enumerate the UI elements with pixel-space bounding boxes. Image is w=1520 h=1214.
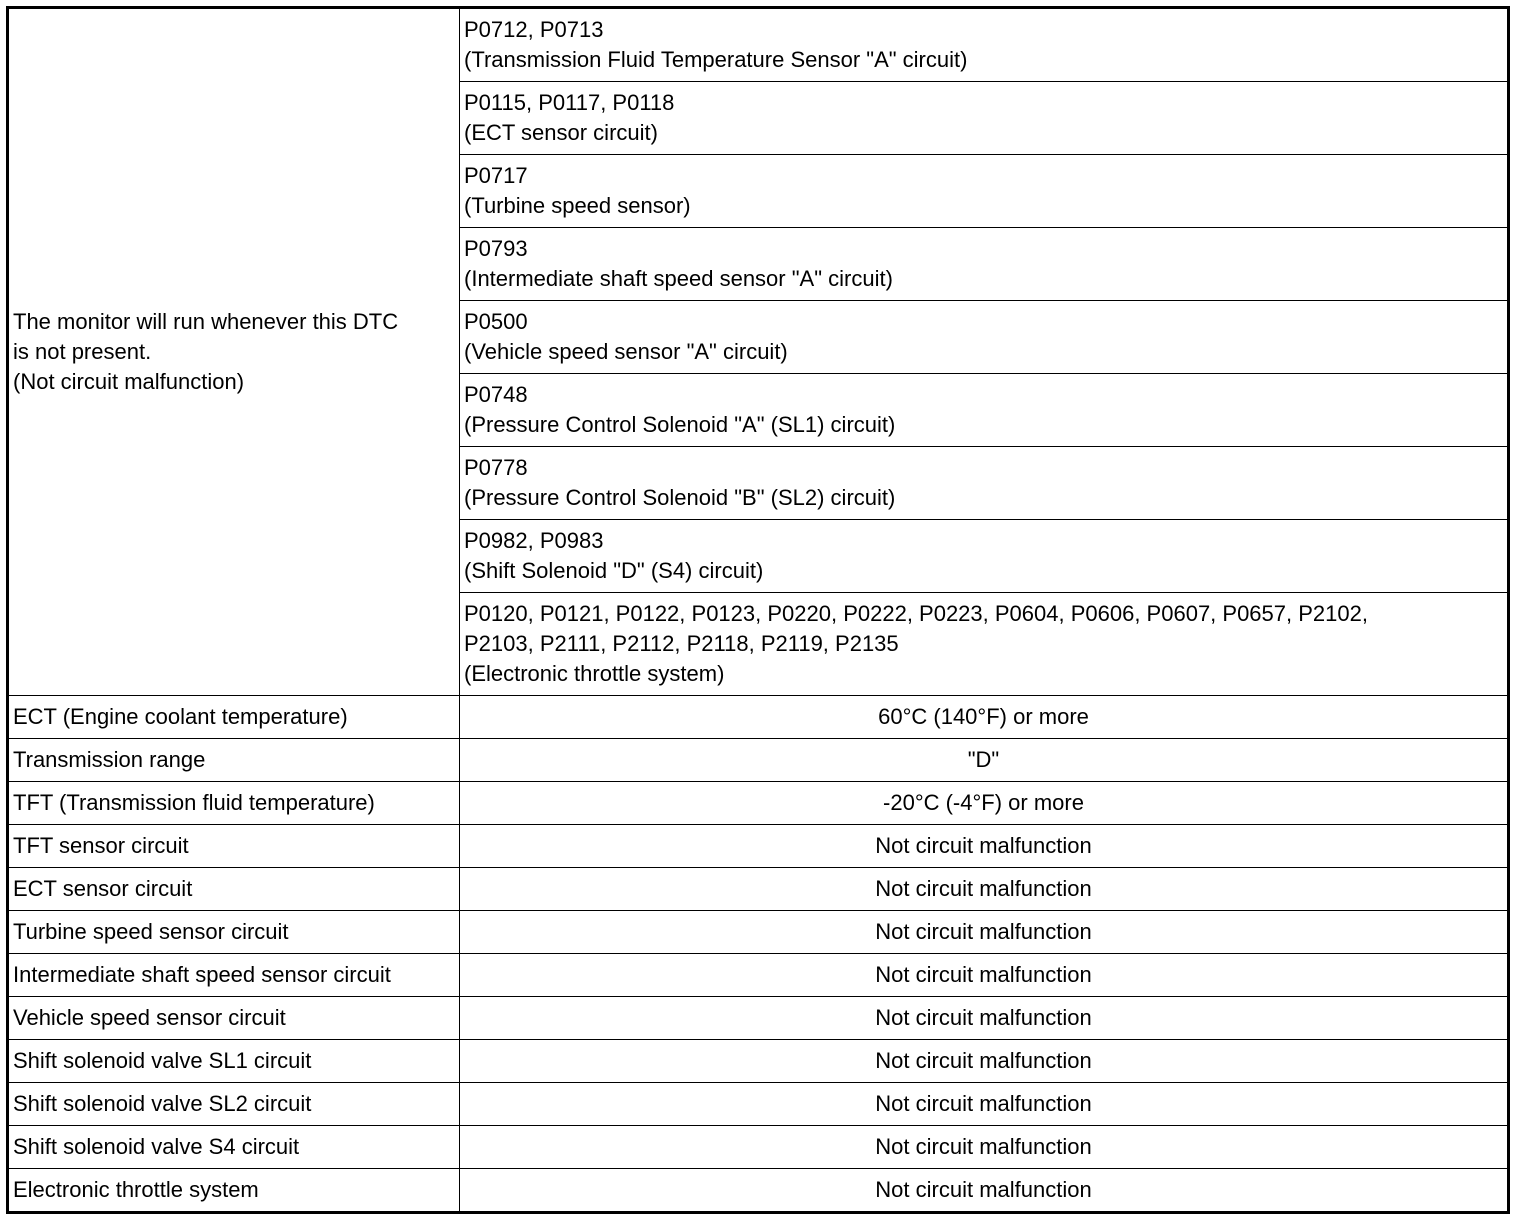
dtc-item [460, 8, 1509, 82]
dtc-codes: P2103, P2111, P2112, P2118, P2119, P2135 [464, 631, 899, 656]
table-row [8, 825, 1509, 868]
dtc-item [460, 82, 1509, 155]
table-row [8, 739, 1509, 782]
condition-value: Not circuit malfunction [460, 997, 1509, 1040]
condition-value: Not circuit malfunction [460, 868, 1509, 911]
dtc-codes: P0748 [464, 382, 528, 407]
table-row [8, 696, 1509, 739]
dtc-codes: P0115, P0117, P0118 [464, 90, 675, 115]
condition-value: -20°C (-4°F) or more [460, 782, 1509, 825]
table-row [8, 1040, 1509, 1083]
condition-label: Shift solenoid valve SL1 circuit [8, 1040, 460, 1083]
condition-label: Transmission range [8, 739, 460, 782]
table-row [8, 1169, 1509, 1213]
dtc-codes: P0712, P0713 [464, 17, 604, 42]
condition-label: TFT (Transmission fluid temperature) [8, 782, 460, 825]
dtc-codes: P0793 [464, 236, 528, 261]
dtc-codes: P0120, P0121, P0122, P0123, P0220, P0222, P0223, P0604, P0606, P0607, P0657, P2102, [464, 601, 1368, 626]
dtc-description: (Turbine speed sensor) [464, 193, 691, 218]
table-row [8, 997, 1509, 1040]
dtc-description: (Shift Solenoid "D" (S4) circuit) [464, 558, 764, 583]
label-line: (Not circuit malfunction) [13, 369, 245, 394]
condition-value: 60°C (140°F) or more [460, 696, 1509, 739]
dtc-codes: P0778 [464, 455, 528, 480]
dtc-codes: P0500 [464, 309, 528, 334]
dtc-codes: P0717 [464, 163, 528, 188]
table-row [8, 911, 1509, 954]
condition-value: Not circuit malfunction [460, 1040, 1509, 1083]
dtc-description: (Electronic throttle system) [464, 661, 725, 686]
label-line: The monitor will run whenever this DTC [13, 309, 399, 334]
condition-value: Not circuit malfunction [460, 911, 1509, 954]
table-row [8, 782, 1509, 825]
table-row [8, 868, 1509, 911]
dtc-item [460, 228, 1509, 301]
condition-label: TFT sensor circuit [8, 825, 460, 868]
condition-value: Not circuit malfunction [460, 825, 1509, 868]
condition-value: Not circuit malfunction [460, 1169, 1509, 1213]
condition-label: Vehicle speed sensor circuit [8, 997, 460, 1040]
condition-label: Turbine speed sensor circuit [8, 911, 460, 954]
dtc-description: (Pressure Control Solenoid "A" (SL1) circuit) [464, 412, 896, 437]
dtc-item [460, 301, 1509, 374]
condition-label: ECT (Engine coolant temperature) [8, 696, 460, 739]
condition-label: Shift solenoid valve S4 circuit [8, 1126, 460, 1169]
dtc-description: (ECT sensor circuit) [464, 120, 658, 145]
condition-value: Not circuit malfunction [460, 1083, 1509, 1126]
table-row [8, 8, 1509, 82]
dtc-codes: P0982, P0983 [464, 528, 604, 553]
dtc-item [460, 374, 1509, 447]
dtc-description: (Vehicle speed sensor "A" circuit) [464, 339, 788, 364]
condition-value: "D" [460, 739, 1509, 782]
dtc-item-electronic-throttle [460, 593, 1509, 696]
condition-label: Intermediate shaft speed sensor circuit [8, 954, 460, 997]
dtc-item [460, 520, 1509, 593]
table-row [8, 954, 1509, 997]
dtc-item [460, 447, 1509, 520]
dtc-item [460, 155, 1509, 228]
label-line: is not present. [13, 339, 152, 364]
dtc-description: (Transmission Fluid Temperature Sensor "A" circuit) [464, 47, 968, 72]
condition-label: Electronic throttle system [8, 1169, 460, 1213]
monitor-conditions-table [6, 6, 1510, 1214]
table-row [8, 1083, 1509, 1126]
condition-value: Not circuit malfunction [460, 954, 1509, 997]
dtc-description: (Pressure Control Solenoid "B" (SL2) circuit) [464, 485, 896, 510]
condition-label: Shift solenoid valve SL2 circuit [8, 1083, 460, 1126]
dtc-condition-label [8, 8, 460, 696]
dtc-description: (Intermediate shaft speed sensor "A" circuit) [464, 266, 893, 291]
condition-label: ECT sensor circuit [8, 868, 460, 911]
condition-value: Not circuit malfunction [460, 1126, 1509, 1169]
table-row [8, 1126, 1509, 1169]
